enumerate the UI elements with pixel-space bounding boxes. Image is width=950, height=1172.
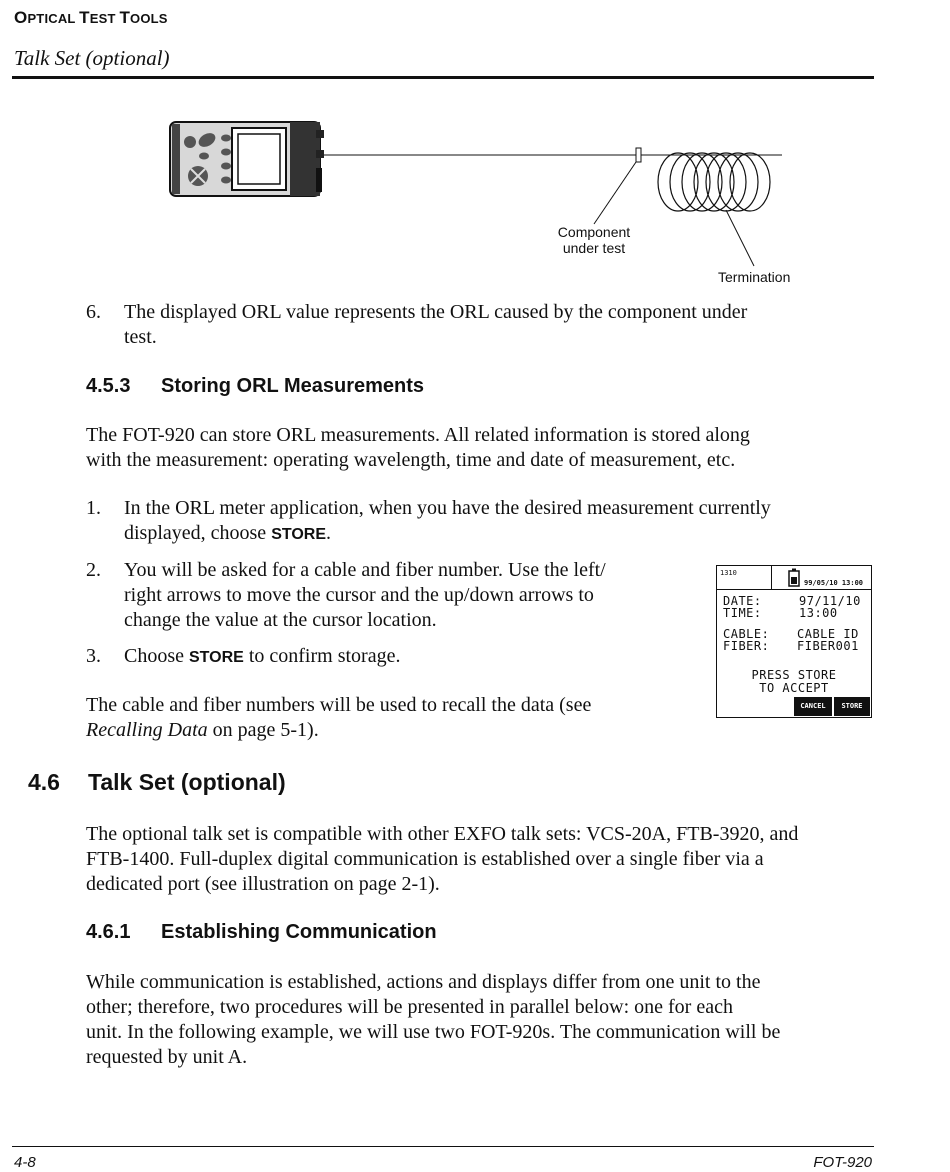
fiber-coil-termination: [658, 153, 770, 211]
footer-rule: [12, 1146, 874, 1147]
lcd-cable-value: CABLE ID: [797, 627, 859, 641]
store-keyword: STORE: [189, 649, 244, 666]
lcd-status-bar: [717, 566, 871, 590]
lcd-date-value: 97/11/10: [799, 594, 861, 608]
recalling-data-reference: Recalling Data: [86, 719, 208, 741]
lcd-store-softkey: STORE: [834, 697, 870, 716]
recall-paragraph: The cable and fiber numbers will be used to recall the data (see Recalling Data on page 5-1).: [86, 694, 592, 741]
lcd-store-screen: [716, 565, 872, 718]
lcd-date-label: DATE:: [723, 594, 762, 608]
battery-icon: [787, 568, 801, 587]
step-number: 6.: [86, 301, 101, 323]
section-461-title: Establishing Communication: [161, 921, 437, 943]
lcd-fiber-label: FIBER:: [723, 639, 770, 653]
section-453-title: Storing ORL Measurements: [161, 375, 425, 397]
lcd-time-value: 13:00: [799, 606, 838, 620]
section-461-number: 4.6.1: [86, 921, 131, 943]
running-header-subtitle: Talk Set (optional): [14, 46, 170, 70]
orl-setup-diagram: [160, 112, 820, 292]
store-keyword: STORE: [271, 526, 327, 543]
section-46-paragraph: The optional talk set is compatible with other EXFO talk sets: VCS-20A, FTB-3920, and FTB-1400. Full-duplex digital communication is established over a single fiber via a dedicated port (see illustration on page 2-1).: [86, 823, 799, 895]
lcd-time-label: TIME:: [723, 606, 762, 620]
section-461-paragraph: While communication is established, actions and displays differ from one unit to the other; therefore, two procedures will be presented in parallel below: one for each unit. In the following example, we will use two FOT-920s. The communication will be requested by unit A.: [86, 971, 781, 1068]
section-453-number: 4.5.3: [86, 375, 131, 397]
component-under-test: [636, 148, 641, 162]
running-header-title: OPTICAL TEST TOOLS: [14, 8, 168, 27]
lcd-datetime: 99/05/10 13:00: [804, 579, 864, 587]
section-46-title: Talk Set (optional): [88, 769, 286, 795]
section-453-paragraph: The FOT-920 can store ORL measurements. All related information is stored along with the measurement: operating wavelength, time and date of measurement, etc.: [86, 424, 750, 471]
footer-product-name: FOT-920: [813, 1154, 872, 1171]
lcd-cable-label: CABLE:: [723, 627, 770, 641]
lcd-fiber-value: FIBER001: [797, 639, 859, 653]
header-rule: [12, 76, 874, 79]
page-number: 4-8: [14, 1154, 36, 1171]
orl-meter-illustration: [170, 122, 324, 196]
section-46-number: 4.6: [28, 769, 60, 795]
lcd-cancel-softkey: CANCEL: [794, 697, 832, 716]
component-under-test-label: Component under test: [557, 224, 631, 256]
lcd-prompt-line2: TO ACCEPT: [759, 681, 829, 695]
lcd-prompt-line1: PRESS STORE: [751, 668, 837, 682]
wavelength-indicator: 1310: [720, 569, 737, 577]
termination-label: Termination: [718, 269, 791, 285]
